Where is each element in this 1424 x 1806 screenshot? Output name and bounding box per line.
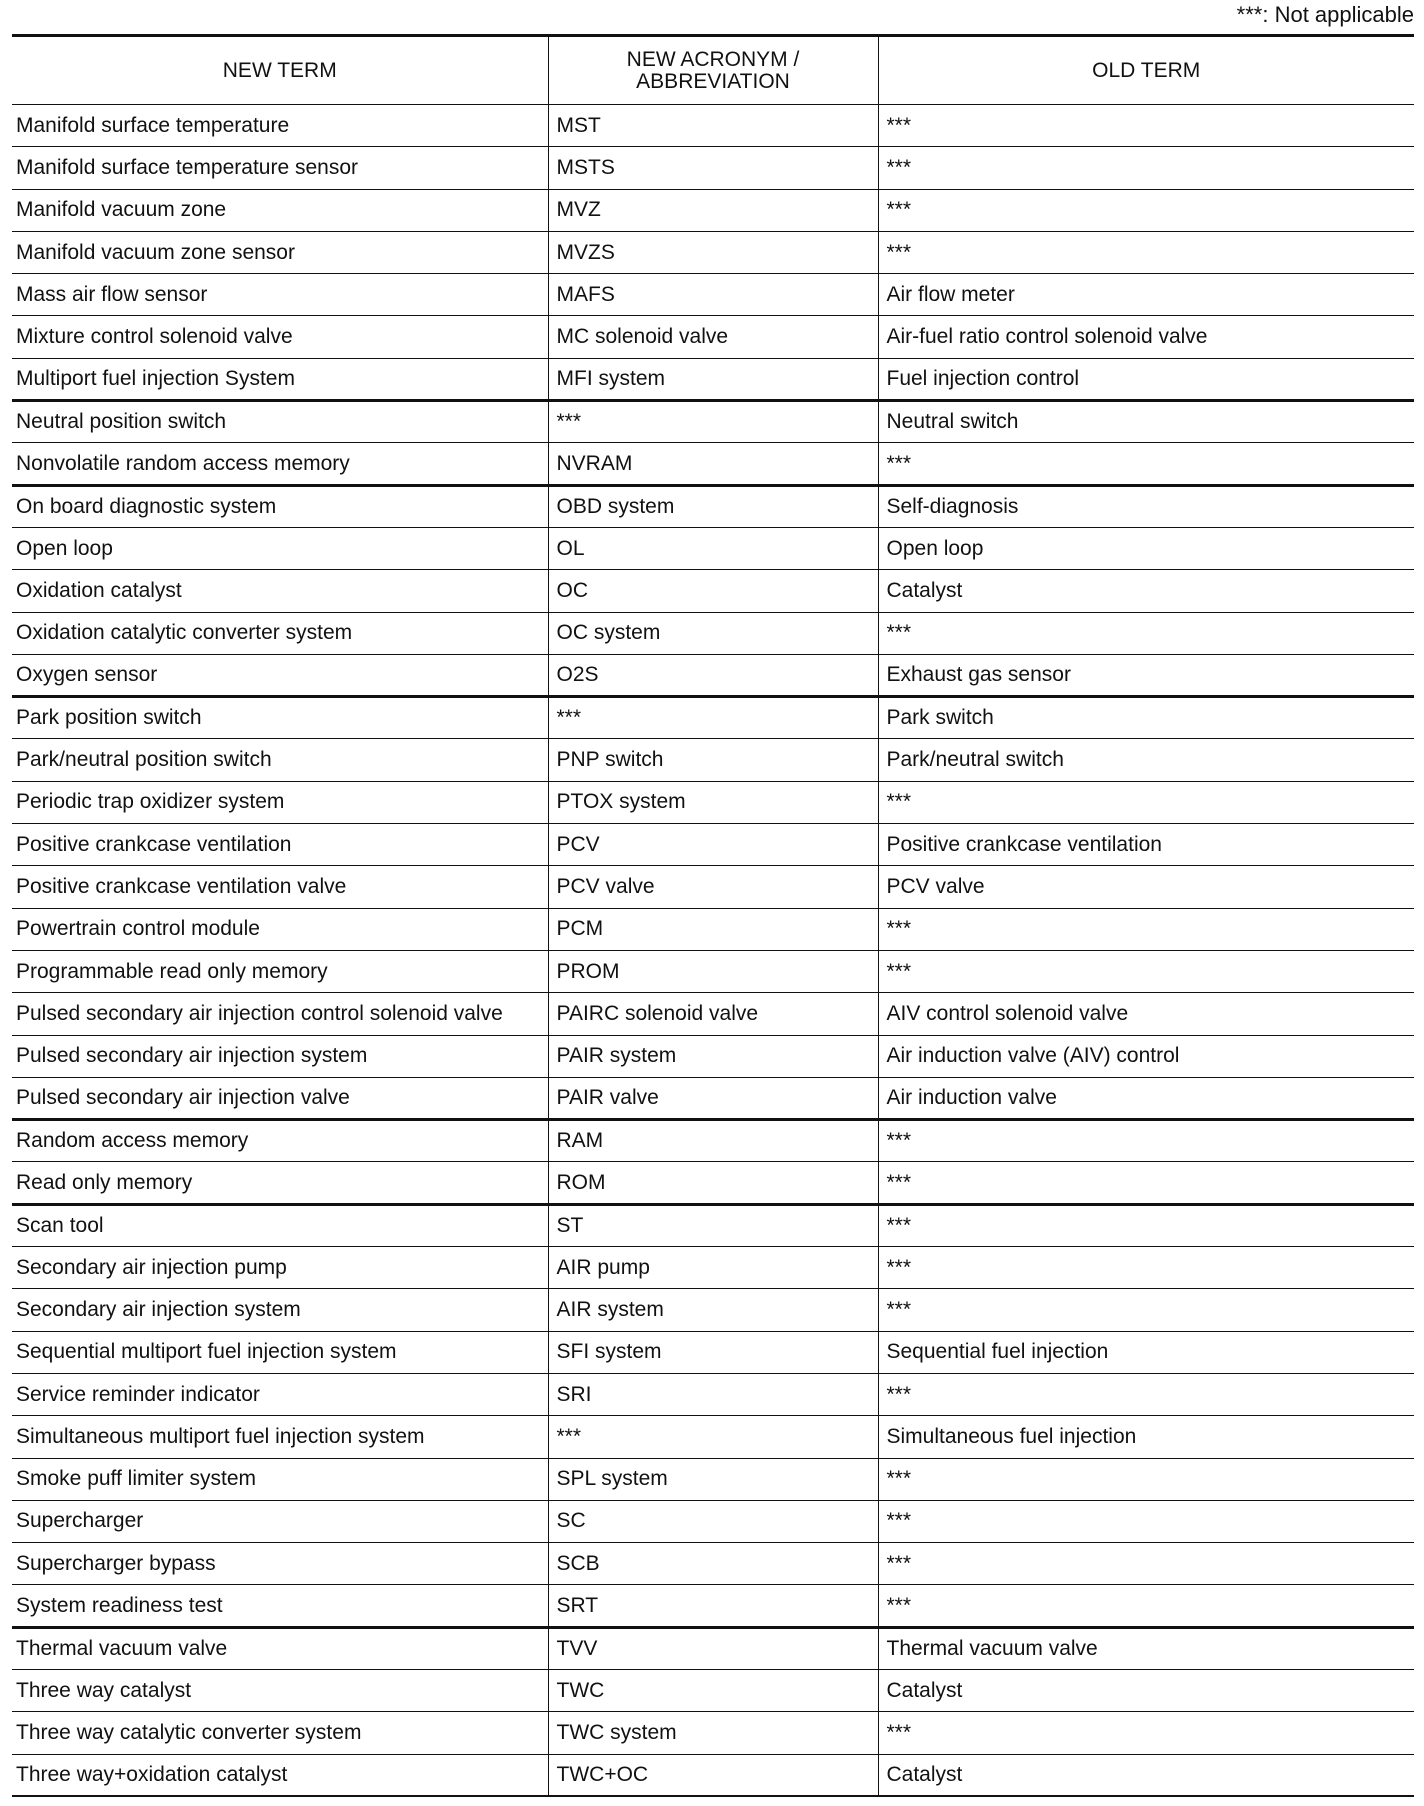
acronym-cell: PAIR system	[548, 1035, 878, 1077]
table-row	[12, 824, 1414, 866]
new-term-cell: Open loop	[16, 536, 113, 560]
acronym-cell: MSTS	[548, 147, 878, 189]
table-row	[12, 739, 1414, 781]
new-term-cell: Nonvolatile random access memory	[16, 451, 350, 475]
new-term-cell: Periodic trap oxidizer system	[16, 790, 285, 814]
new-term-cell: On board diagnostic system	[16, 494, 277, 518]
acronym-cell: NVRAM	[548, 443, 878, 485]
new-term-cell: Positive crankcase ventilation	[16, 832, 292, 856]
old-term-cell: Park switch	[878, 697, 1414, 739]
header-new-term: NEW TERM	[222, 58, 337, 82]
new-term-cell: Smoke puff limiter system	[16, 1467, 257, 1491]
table-row	[12, 1035, 1414, 1077]
old-term-cell: Simultaneous fuel injection	[878, 1416, 1414, 1458]
old-term-cell: ***	[878, 443, 1414, 485]
old-term-cell: Neutral switch	[878, 401, 1414, 443]
new-term-cell: Secondary air injection pump	[16, 1255, 287, 1279]
acronym-cell: ***	[548, 401, 878, 443]
old-term-cell: Catalyst	[878, 570, 1414, 612]
table-row	[12, 401, 1414, 443]
acronym-cell: MVZS	[548, 231, 878, 273]
acronym-cell: OL	[548, 527, 878, 569]
old-term-cell: ***	[878, 147, 1414, 189]
old-term-cell: ***	[878, 1162, 1414, 1204]
old-term-cell: ***	[878, 908, 1414, 950]
old-term-cell: ***	[878, 1543, 1414, 1585]
table-row	[12, 1120, 1414, 1162]
old-term-cell: Air induction valve	[878, 1077, 1414, 1119]
acronym-cell: SRI	[548, 1373, 878, 1415]
acronym-cell: RAM	[548, 1120, 878, 1162]
table-row	[12, 147, 1414, 189]
old-term-cell: ***	[878, 1120, 1414, 1162]
new-term-cell: Neutral position switch	[16, 410, 227, 434]
new-term-cell: Multiport fuel injection System	[16, 366, 295, 390]
old-term-cell: ***	[878, 231, 1414, 273]
acronym-cell: SCB	[548, 1543, 878, 1585]
table-row	[12, 654, 1414, 696]
new-term-cell: Manifold vacuum zone	[16, 198, 227, 222]
acronym-cell: TWC	[548, 1669, 878, 1711]
old-term-cell: Catalyst	[878, 1754, 1414, 1796]
acronym-cell: OBD system	[548, 485, 878, 527]
new-term-cell: Random access memory	[16, 1129, 249, 1153]
new-term-cell: Mass air flow sensor	[16, 282, 208, 306]
old-term-cell: PCV valve	[878, 866, 1414, 908]
new-term-cell: Oxidation catalyst	[16, 578, 182, 602]
header-acronym-line1: NEW ACRONYM /	[626, 47, 800, 71]
table-row	[12, 612, 1414, 654]
acronym-cell: ***	[548, 697, 878, 739]
acronym-cell: OC	[548, 570, 878, 612]
new-term-cell: Programmable read only memory	[16, 959, 328, 983]
old-term-cell: ***	[878, 1458, 1414, 1500]
acronym-cell: O2S	[548, 654, 878, 696]
old-term-cell: Catalyst	[878, 1669, 1414, 1711]
acronym-cell: PNP switch	[548, 739, 878, 781]
new-term-cell: Supercharger bypass	[16, 1551, 216, 1575]
new-term-cell: Simultaneous multiport fuel injection system	[16, 1424, 425, 1448]
new-term-cell: Three way+oxidation catalyst	[16, 1762, 288, 1786]
old-term-cell: ***	[878, 1373, 1414, 1415]
table-row	[12, 781, 1414, 823]
table-row	[12, 485, 1414, 527]
table-row	[12, 908, 1414, 950]
new-term-cell: Service reminder indicator	[16, 1382, 260, 1406]
acronym-cell: ROM	[548, 1162, 878, 1204]
table-row	[12, 1077, 1414, 1119]
old-term-cell: Fuel injection control	[878, 358, 1414, 400]
new-term-cell: Secondary air injection system	[16, 1297, 301, 1321]
old-term-cell: ***	[878, 189, 1414, 231]
acronym-cell: SPL system	[548, 1458, 878, 1500]
new-term-cell: Sequential multiport fuel injection system	[16, 1340, 397, 1364]
table-row	[12, 1669, 1414, 1711]
table-row	[12, 1458, 1414, 1500]
table-row	[12, 189, 1414, 231]
acronym-cell: MST	[548, 105, 878, 147]
old-term-cell: ***	[878, 612, 1414, 654]
new-term-cell: Supercharger	[16, 1509, 144, 1533]
table-row	[12, 866, 1414, 908]
old-term-cell: ***	[878, 1500, 1414, 1542]
acronym-cell: MAFS	[548, 274, 878, 316]
old-term-cell: Park/neutral switch	[878, 739, 1414, 781]
header-acronym-line2: ABBREVIATION	[636, 69, 790, 93]
acronym-cell: ST	[548, 1204, 878, 1246]
new-term-cell: Read only memory	[16, 1170, 193, 1194]
old-term-cell: Thermal vacuum valve	[878, 1627, 1414, 1669]
header-new-acronym	[548, 36, 878, 105]
table-row	[12, 105, 1414, 147]
table-row	[12, 1247, 1414, 1289]
table-row	[12, 1543, 1414, 1585]
acronym-cell: SRT	[548, 1585, 878, 1627]
table-row	[12, 1500, 1414, 1542]
table-row	[12, 993, 1414, 1035]
new-term-cell: Scan tool	[16, 1213, 104, 1237]
new-term-cell: Pulsed secondary air injection control solenoid valve	[16, 1001, 503, 1025]
old-term-cell: ***	[878, 1204, 1414, 1246]
new-term-cell: System readiness test	[16, 1593, 223, 1617]
old-term-cell: ***	[878, 1585, 1414, 1627]
table-row	[12, 358, 1414, 400]
new-term-cell: Powertrain control module	[16, 917, 260, 941]
table-row	[12, 950, 1414, 992]
table-row	[12, 570, 1414, 612]
table-row	[12, 1162, 1414, 1204]
old-term-cell: Exhaust gas sensor	[878, 654, 1414, 696]
new-term-cell: Park/neutral position switch	[16, 748, 272, 772]
old-term-cell: Positive crankcase ventilation	[878, 824, 1414, 866]
table-row	[12, 1627, 1414, 1669]
table-row	[12, 316, 1414, 358]
old-term-cell: ***	[878, 1247, 1414, 1289]
table-row	[12, 1289, 1414, 1331]
new-term-cell: Mixture control solenoid valve	[16, 325, 293, 349]
acronym-cell: AIR system	[548, 1289, 878, 1331]
terminology-table	[12, 34, 1414, 1797]
table-row	[12, 1754, 1414, 1796]
new-term-cell: Manifold vacuum zone sensor	[16, 240, 295, 264]
acronym-cell: PCV valve	[548, 866, 878, 908]
acronym-cell: PCM	[548, 908, 878, 950]
new-term-cell: Positive crankcase ventilation valve	[16, 874, 347, 898]
table-row	[12, 231, 1414, 273]
table-row	[12, 443, 1414, 485]
old-term-cell: Sequential fuel injection	[878, 1331, 1414, 1373]
old-term-cell: AIV control solenoid valve	[878, 993, 1414, 1035]
acronym-cell: SC	[548, 1500, 878, 1542]
old-term-cell: ***	[878, 950, 1414, 992]
acronym-cell: PROM	[548, 950, 878, 992]
acronym-cell: TWC system	[548, 1712, 878, 1754]
table-row	[12, 1204, 1414, 1246]
acronym-cell: MVZ	[548, 189, 878, 231]
table-row	[12, 527, 1414, 569]
acronym-cell: SFI system	[548, 1331, 878, 1373]
acronym-cell: PTOX system	[548, 781, 878, 823]
table-row	[12, 274, 1414, 316]
new-term-cell: Pulsed secondary air injection system	[16, 1044, 368, 1068]
new-term-cell: Manifold surface temperature	[16, 113, 290, 137]
old-term-cell: ***	[878, 1289, 1414, 1331]
acronym-cell: MFI system	[548, 358, 878, 400]
new-term-cell: Manifold surface temperature sensor	[16, 155, 358, 179]
table-row	[12, 1416, 1414, 1458]
acronym-cell: MC solenoid valve	[548, 316, 878, 358]
acronym-cell: AIR pump	[548, 1247, 878, 1289]
table-row	[12, 1712, 1414, 1754]
old-term-cell: Air flow meter	[878, 274, 1414, 316]
not-applicable-note: ***: Not applicable	[1236, 2, 1414, 27]
old-term-cell: Air-fuel ratio control solenoid valve	[878, 316, 1414, 358]
table-body	[12, 105, 1414, 1797]
new-term-cell: Oxygen sensor	[16, 663, 158, 686]
new-term-cell: Park position switch	[16, 706, 202, 730]
acronym-cell: ***	[548, 1416, 878, 1458]
new-term-cell: Thermal vacuum valve	[16, 1636, 228, 1660]
old-term-cell: Self-diagnosis	[878, 485, 1414, 527]
acronym-cell: PCV	[548, 824, 878, 866]
table-header-row	[12, 36, 1414, 105]
table-row	[12, 1585, 1414, 1627]
acronym-cell: TWC+OC	[548, 1754, 878, 1796]
acronym-cell: TVV	[548, 1627, 878, 1669]
old-term-cell: ***	[878, 1712, 1414, 1754]
old-term-cell: Air induction valve (AIV) control	[878, 1035, 1414, 1077]
new-term-cell: Three way catalyst	[16, 1678, 192, 1702]
acronym-cell: PAIRC solenoid valve	[548, 993, 878, 1035]
new-term-cell: Oxidation catalytic converter system	[16, 621, 353, 645]
old-term-cell: Open loop	[878, 527, 1414, 569]
table-row	[12, 1331, 1414, 1373]
new-term-cell: Pulsed secondary air injection valve	[16, 1085, 350, 1109]
old-term-cell: ***	[878, 781, 1414, 823]
header-old-term: OLD TERM	[878, 36, 1414, 105]
table-row	[12, 697, 1414, 739]
table-row	[12, 1373, 1414, 1415]
acronym-cell: PAIR valve	[548, 1077, 878, 1119]
acronym-cell: OC system	[548, 612, 878, 654]
new-term-cell: Three way catalytic converter system	[16, 1720, 362, 1744]
old-term-cell: ***	[878, 105, 1414, 147]
